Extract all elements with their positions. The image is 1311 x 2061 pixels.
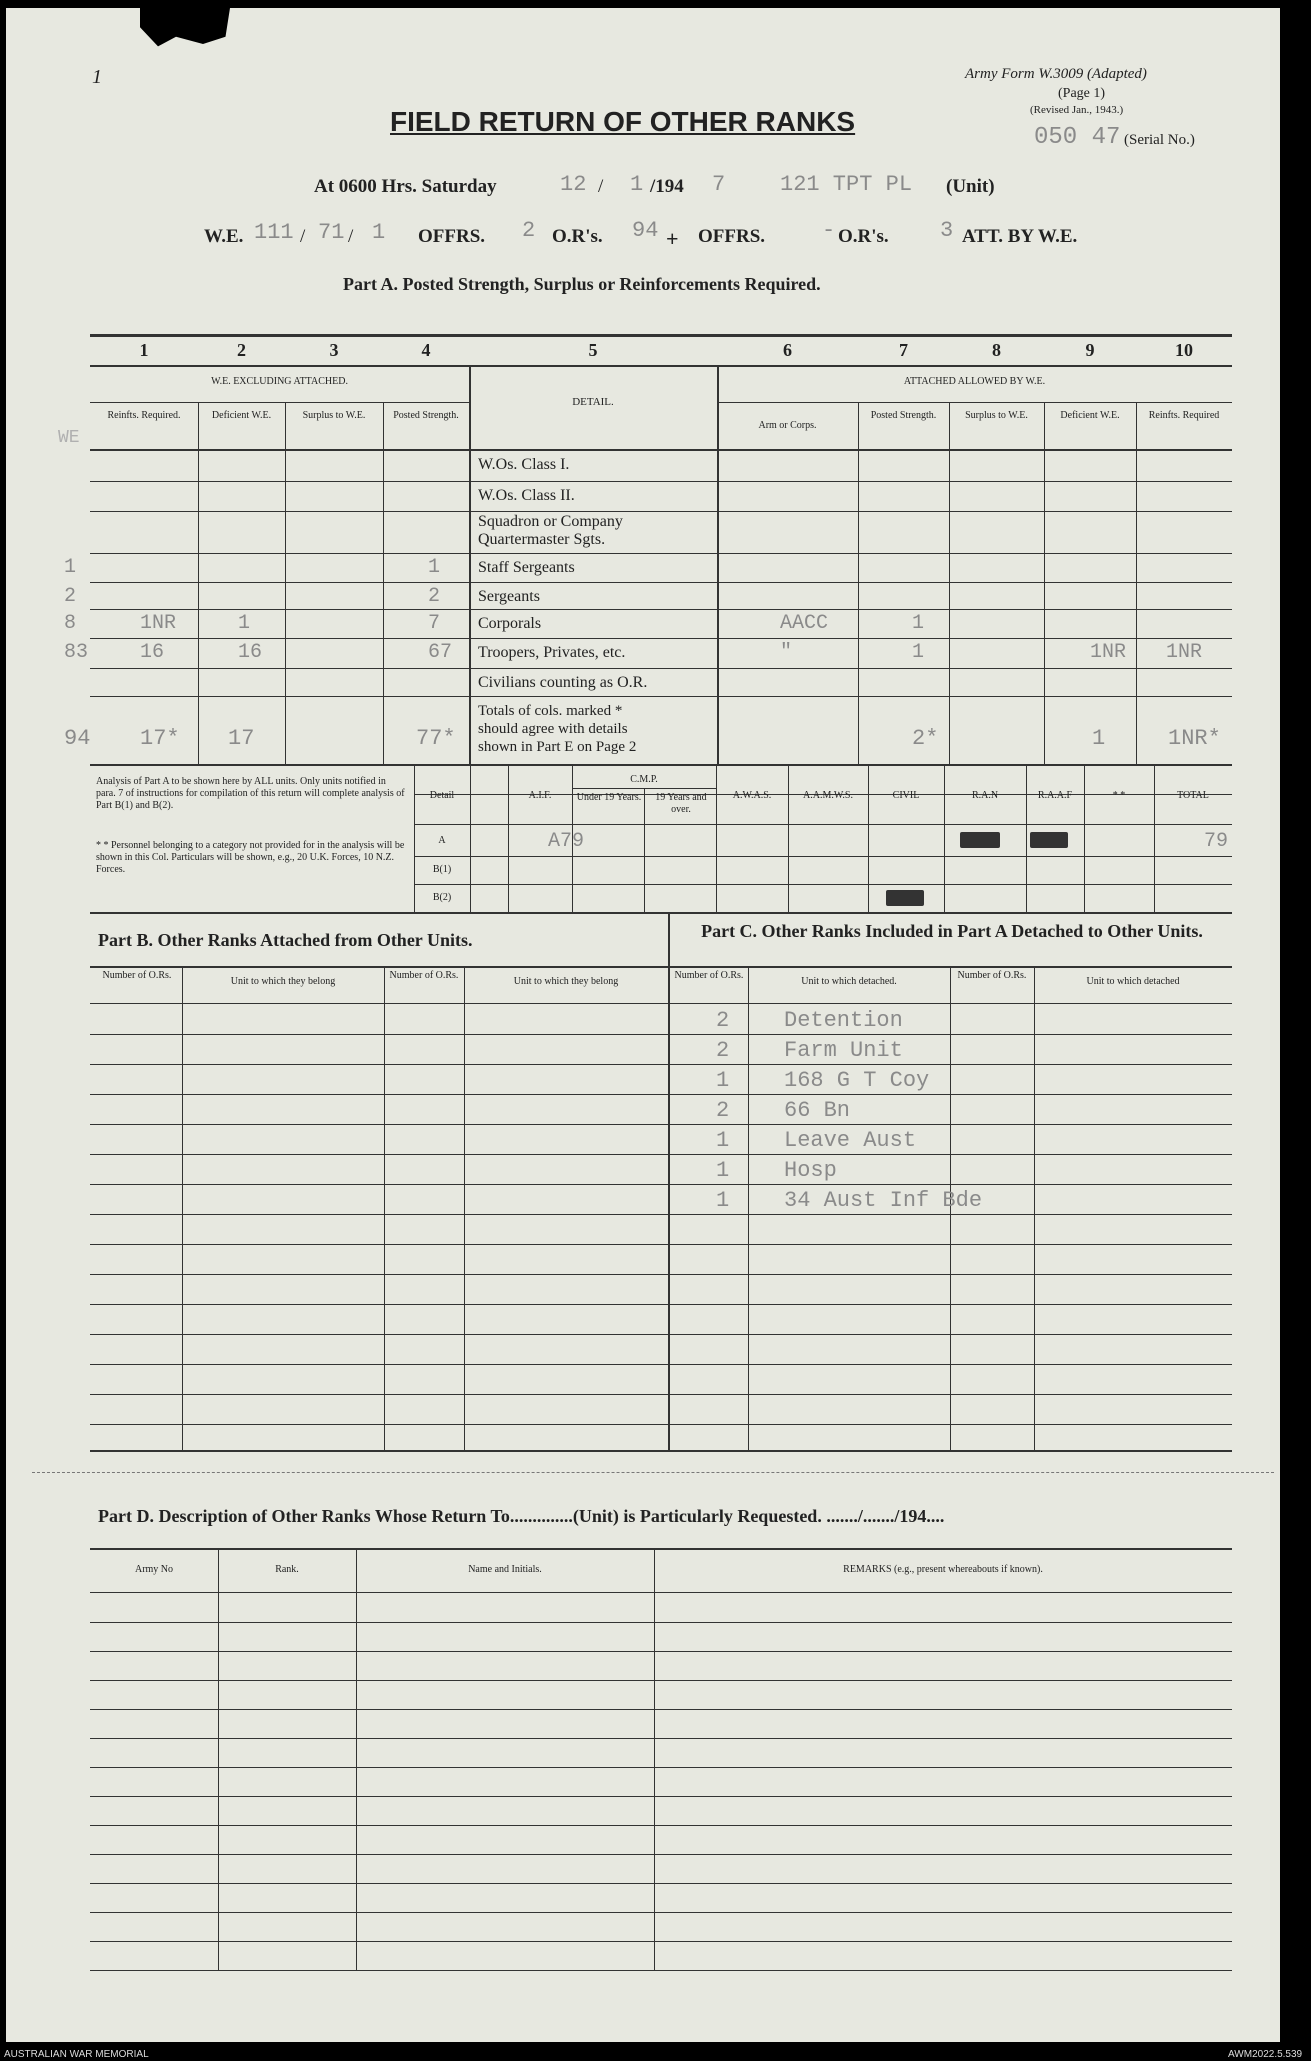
analysis-row-b1: B(1) [432,864,452,875]
part-c-title: Part C. Other Ranks Included in Part A Detached to Other Units. [701,921,1203,941]
rule [90,1548,1232,1550]
analysis-head-detail: Detail [429,790,455,801]
redaction-mark [886,890,924,906]
ors-label: O.R's. [552,226,603,247]
column-number: 1 [139,340,149,360]
column-number: 4 [421,340,431,360]
rule [716,764,717,912]
cell-c9: 1NR [1090,641,1127,664]
part-b-head-num-1: Number of O.Rs. [102,970,172,981]
we-value-1: 111 [254,220,294,245]
rule [90,696,1232,697]
cell-margin: 1 [64,556,77,579]
cell-c7: 1 [912,641,925,664]
slash-1: / [598,176,604,197]
rule [90,1064,1232,1065]
part-a-title: Part A. Posted Strength, Surplus or Reinforcements Required. [343,274,821,294]
rule [1154,764,1155,912]
rule [470,764,471,912]
at-hrs-label: At 0600 Hrs. Saturday [314,176,497,197]
rule [1136,402,1137,764]
rule [90,1154,1232,1155]
plus-sign: + [666,226,679,251]
rule [384,966,385,1450]
rule [90,912,1232,914]
year-digit: 7 [712,172,726,197]
part-d-head-rank: Rank. [275,1564,299,1575]
detached-count: 2 [716,1008,730,1033]
rule [414,824,1232,825]
part-b-title: Part B. Other Ranks Attached from Other Units. [98,930,473,950]
rule [90,481,1232,482]
form-revised: (Revised Jan., 1943.) [1030,104,1124,116]
rule [644,788,645,912]
rule [90,1912,1232,1913]
form-page: (Page 1) [1058,86,1106,101]
redaction-mark [960,832,1000,848]
totals-detail: Totals of cols. marked * should agree with details shown in Part E on Page 2 [478,703,637,755]
part-c-head-unit-2: Unit to which detached [1086,976,1180,987]
cell-c4: 67 [428,641,453,664]
ors-value: 94 [632,218,659,243]
analysis-row-b2: B(2) [432,892,452,903]
column-header: Posted Strength. [393,410,459,421]
rule [90,1304,1232,1305]
we-value-3: 1 [372,220,386,245]
totals-att-reinfts: 1NR* [1168,726,1221,751]
analysis-aif-value: A79 [548,830,585,853]
rule [90,966,1232,968]
unit-label: (Unit) [946,176,995,197]
month-value: 1 [630,172,644,197]
totals-deficient: 17 [228,726,255,751]
rule [788,764,789,912]
analysis-head-total: TOTAL [1177,790,1209,801]
rule [90,1622,1232,1623]
analysis-head-aamws: A.A.M.W.S. [803,790,853,801]
detached-unit: Leave Aust [784,1128,917,1153]
cell-c4: 1 [428,556,441,579]
rule [90,1941,1232,1942]
detached-count: 1 [716,1068,730,1093]
column-header: Reinfts. Required. [107,410,181,421]
totals-posted: 77* [416,726,456,751]
rule [90,1334,1232,1335]
rule [469,365,471,764]
column-header: Surplus to W.E. [302,410,366,421]
detached-count: 1 [716,1188,730,1213]
rule [90,1767,1232,1768]
cell-margin: 8 [64,612,77,635]
part-d-head-remarks: REMARKS (e.g., present whereabouts if known). [843,1564,1043,1575]
rule [414,884,1232,885]
rule [90,449,1232,451]
rule [198,402,199,764]
form-paper [6,8,1280,2042]
column-number: 5 [588,340,598,360]
detached-count: 2 [716,1098,730,1123]
rule [90,1651,1232,1652]
row-detail: W.Os. Class I. [478,456,570,473]
cell-c6: " [780,641,793,664]
rule [285,402,286,764]
rule [90,1970,1232,1971]
rule [717,402,1232,403]
column-header: Surplus to W.E. [965,410,1028,421]
detached-count: 1 [716,1128,730,1153]
rule [414,856,1232,857]
analysis-head-cmp: C.M.P. [630,774,658,785]
rule [90,1214,1232,1215]
column-number: 9 [1085,340,1095,360]
analysis-row-a: A [438,835,446,846]
redaction-mark [1030,832,1068,848]
ors2-label: O.R's. [838,226,889,247]
day-value: 12 [560,172,587,197]
rule [90,1854,1232,1855]
cell-margin: 83 [64,641,89,664]
part-c-head-unit-1: Unit to which detached. [801,976,897,987]
rule [90,1738,1232,1739]
rule [90,1094,1232,1095]
ors2-value: 3 [940,218,954,243]
rule [90,1796,1232,1797]
cell-margin: 2 [64,585,77,608]
footer-right: AWM2022.5.539 [1228,2049,1303,2060]
rule [90,582,1232,583]
analysis-head-ran: R.A.N [971,790,999,801]
analysis-head-under19: Under 19 Years. [576,792,642,803]
rule [668,914,670,968]
column-number: 7 [899,340,908,360]
offrs2-value: - [822,218,836,243]
analysis-head-aif: A.I.F. [528,790,552,801]
offrs2-label: OFFRS. [698,226,766,247]
rule [90,365,1232,367]
part-d-head-name: Name and Initials. [468,1564,542,1575]
column-header: Posted Strength. [870,410,937,421]
rule [90,609,1232,610]
rule [383,402,384,764]
detached-unit: 168 G T Coy [784,1068,930,1093]
rule [1026,764,1027,912]
cell-c1: 1NR [140,612,177,635]
rule [90,1825,1232,1826]
row-detail: Squadron or Company Quartermaster Sgts. [478,513,623,548]
totals-att-posted: 2* [912,726,939,751]
cell-c10: 1NR [1166,641,1203,664]
analysis-head-raaf: R.A.A.F [1037,790,1073,801]
rule [90,511,1232,512]
analysis-note: Analysis of Part A to be shown here by ALL units. Only units notified in para. 7 of instructions for compilation of this return will complete analysis of Part B(1) and B(2). [96,776,405,811]
totals-margin: 94 [64,726,91,751]
rule [1084,764,1085,912]
cell-c1: 16 [140,641,165,664]
corner-mark: 1 [92,66,102,88]
rule [90,1450,1232,1452]
part-c-head-num-1: Number of O.Rs. [674,970,744,981]
part-d-head-army-no: Army No [134,1564,174,1575]
we-value-2: 71 [318,220,345,245]
row-detail: Sergeants [478,588,540,605]
we-label: W.E. [204,226,244,247]
rule [858,402,859,764]
column-number: 10 [1175,340,1193,360]
rule [90,402,469,403]
rule [90,1680,1232,1681]
rule [90,1124,1232,1125]
part-d-title: Part D. Description of Other Ranks Whose Return To..............(Unit) is Particularly Requested. ......./......./194.... [98,1506,945,1526]
rule [949,402,950,764]
cell-c6: AACC [780,612,829,635]
att-by-we-label: ATT. BY W.E. [962,226,1078,247]
we-excluding-header: W.E. EXCLUDING ATTACHED. [211,376,348,387]
rule [90,1709,1232,1710]
analysis-head-other: * * [1112,790,1126,801]
row-detail: W.Os. Class II. [478,487,575,504]
rule [90,1394,1232,1395]
rule [944,764,945,912]
unit-handwritten: 121 TPT PL [780,172,913,197]
row-detail: Corporals [478,615,542,632]
detached-unit: Farm Unit [784,1038,903,1063]
rule [182,966,183,1450]
rule [868,764,869,912]
column-number: 3 [329,340,339,360]
serial-label: (Serial No.) [1124,132,1195,148]
rule [90,1883,1232,1884]
offrs-value: 2 [522,218,536,243]
rule [90,638,1232,639]
detached-count: 1 [716,1158,730,1183]
rule [1034,966,1035,1450]
rule [90,668,1232,669]
form-id: Army Form W.3009 (Adapted) [965,66,1147,82]
row-detail: Troopers, Privates, etc. [478,644,626,661]
column-number: 8 [992,340,1001,360]
detached-count: 2 [716,1038,730,1063]
rule [90,1274,1232,1275]
rule [668,966,670,1450]
part-b-head-num-2: Number of O.Rs. [389,970,459,981]
column-header: Arm or Corps. [758,420,817,431]
column-number: 2 [237,340,246,360]
rule [748,966,749,1450]
row-detail: Staff Sergeants [478,559,575,576]
row-detail: Civilians counting as O.R. [478,674,648,691]
rule [1044,402,1045,764]
detached-unit: 34 Aust Inf Bde [784,1188,983,1213]
year-prefix: /194 [650,176,684,197]
cell-c4: 7 [428,612,441,635]
rule [90,1592,1232,1593]
serial-handwritten: 050 47 [1034,124,1121,151]
analysis-head-civil: CIVIL [892,790,920,801]
analysis-head-19over: 19 Years and over. [655,792,707,815]
rule [90,334,1232,337]
part-c-head-num-2: Number of O.Rs. [957,970,1027,981]
rule [90,1424,1232,1425]
we-slash-1: / [300,226,306,247]
rule [90,553,1232,554]
totals-reinfts: 17* [140,726,180,751]
rule [90,1003,1232,1004]
rule [90,1244,1232,1245]
offrs-label: OFFRS. [418,226,486,247]
page-title: FIELD RETURN OF OTHER RANKS [390,106,856,137]
detail-header: DETAIL. [572,396,614,408]
rule [90,764,1232,766]
perforation-line [32,1472,1274,1473]
analysis-total-value: 79 [1204,830,1229,853]
personnel-note: * * Personnel belonging to a category not provided for in the analysis will be shown in this Col. Particulars will be shown, e.g., 20 U.K. Forces, 10 N.Z. Forces. [96,840,405,875]
analysis-head-awas: A.W.A.S. [732,790,772,801]
rule [218,1548,219,1970]
we-slash-2: / [348,226,354,247]
totals-att-deficient: 1 [1092,726,1106,751]
column-header: Reinfts. Required [1148,410,1220,421]
detached-unit: 66 Bn [784,1098,851,1123]
part-b-head-unit-1: Unit to which they belong [230,976,336,987]
column-header: Deficient W.E. [211,410,272,421]
rule [90,1184,1232,1185]
attached-allowed-header: ATTACHED ALLOWED BY W.E. [903,376,1046,387]
rule [654,1548,655,1970]
rule [508,764,509,912]
column-header: Deficient W.E. [1060,410,1120,421]
rule [90,1364,1232,1365]
rule [464,966,465,1450]
cell-c2: 16 [238,641,263,664]
footer-left: AUSTRALIAN WAR MEMORIAL [4,2049,149,2060]
cell-c2: 1 [238,612,251,635]
cell-c7: 1 [912,612,925,635]
detached-unit: Detention [784,1008,903,1033]
rule [90,1034,1232,1035]
part-b-head-unit-2: Unit to which they belong [513,976,619,987]
column-number: 6 [783,340,792,360]
rule [356,1548,357,1970]
detached-unit: Hosp [784,1158,837,1183]
cell-c4: 2 [428,585,441,608]
we-margin-note: WE [58,428,80,448]
